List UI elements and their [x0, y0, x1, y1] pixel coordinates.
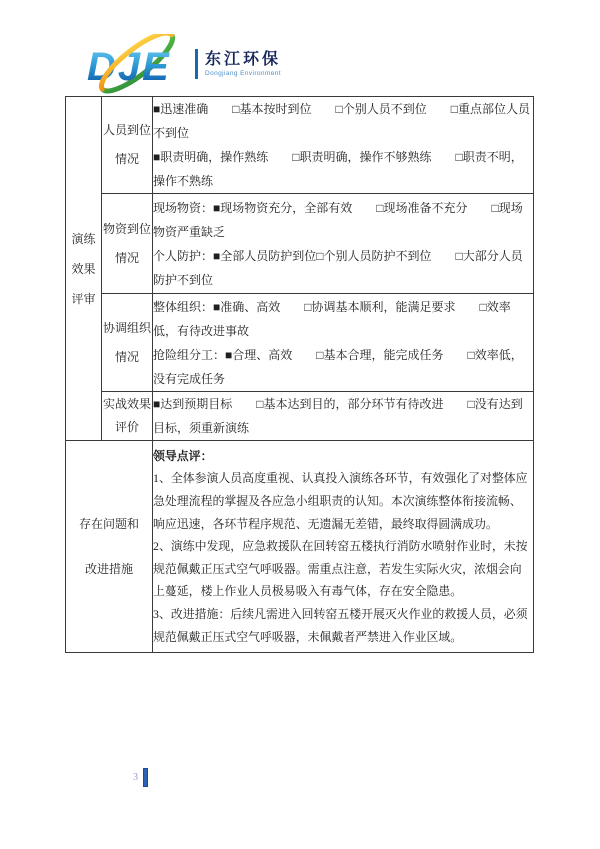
row-label-materials-in-place: 物资到位情况	[102, 194, 153, 294]
dje-logo-icon	[86, 34, 192, 94]
table-row-materials	[66, 194, 534, 294]
table-row-coordination	[66, 294, 534, 392]
leader-comments-title: 领导点评：	[153, 448, 213, 463]
table-row-personnel	[66, 97, 534, 194]
leader-comment-paragraph: 2、演练中发现，应急救援队在回转窑五楼执行消防水喷射作业时，未按规范佩戴正压式空气呼吸器。需重点注意，若发生实际火灾，浓烟会向上蔓延，楼上作业人员极易吸入有毒气体，存在安全隐患。	[153, 539, 528, 599]
logo	[86, 34, 281, 94]
leader-comment-paragraph: 3、改进措施：后续凡需进入回转窑五楼开展灭火作业的救援人员，必须规范佩戴正压式空气呼吸器，未佩戴者严禁进入作业区域。	[153, 606, 528, 644]
cell-coordination-options	[153, 294, 534, 392]
cell-personnel-options	[153, 97, 534, 194]
checkbox-option-line: 现场物资：■现场物资充分，全部有效 □现场准备不充分 □现场物资严重缺乏	[153, 200, 523, 239]
cell-actual-effect-options	[153, 392, 534, 441]
company-name: 东江环保	[205, 51, 282, 68]
section-header-issues-improvements: 存在问题和改进措施	[66, 441, 153, 653]
table-row-issues-improvements	[66, 441, 534, 653]
page-number: 3	[133, 772, 138, 783]
row-label-coordination-organization: 协调组织情况	[102, 294, 153, 392]
row-label-actual-effect-evaluation: 实战效果评价	[102, 392, 153, 441]
logo-divider	[195, 49, 198, 79]
table-row-actual-effect	[66, 392, 534, 441]
page-footer	[133, 768, 148, 787]
leader-comment-paragraph: 1、全体参演人员高度重视、认真投入演练各环节，有效强化了对整体应急处理流程的掌握及各应急小组职责的认知。本次演练整体衔接流畅、响应迅速，各环节程序规范、无遗漏无差错，最终取得圆满成功。	[153, 471, 528, 531]
cell-leader-comments	[153, 441, 534, 653]
logo-acronym: DJE	[87, 45, 171, 89]
checkbox-option-line: ■达到预期目标 □基本达到目的，部分环节有待改进 □没有达到目标，须重新演练	[153, 397, 523, 435]
checkbox-option-line: ■迅速准确 □基本按时到位 □个别人员不到位 □重点部位人员不到位	[153, 102, 530, 140]
checkbox-option-line: 整体组织：■准确、高效 □协调基本顺利，能满足要求 □效率低，有待改进事故	[153, 299, 511, 338]
checkbox-option-line: ■职责明确，操作熟练 □职责明确，操作不够熟练 □职责不明，操作不熟练	[153, 150, 523, 188]
checkbox-option-line: 个人防护：■全部人员防护到位□个别人员防护不到位 □大部分人员防护不到位	[153, 248, 523, 287]
section-header-drill-effect-review: 演练效果评审	[66, 97, 102, 441]
drill-review-table	[65, 96, 534, 653]
page-footer-bar	[143, 768, 148, 787]
logo-text-block	[205, 51, 281, 77]
row-label-personnel-in-place: 人员到位情况	[102, 97, 153, 194]
company-tagline: Dongjiang Environment	[205, 70, 281, 77]
cell-materials-options	[153, 194, 534, 294]
checkbox-option-line: 抢险组分工：■合理、高效 □基本合理，能完成任务 □效率低，没有完成任务	[153, 347, 523, 386]
